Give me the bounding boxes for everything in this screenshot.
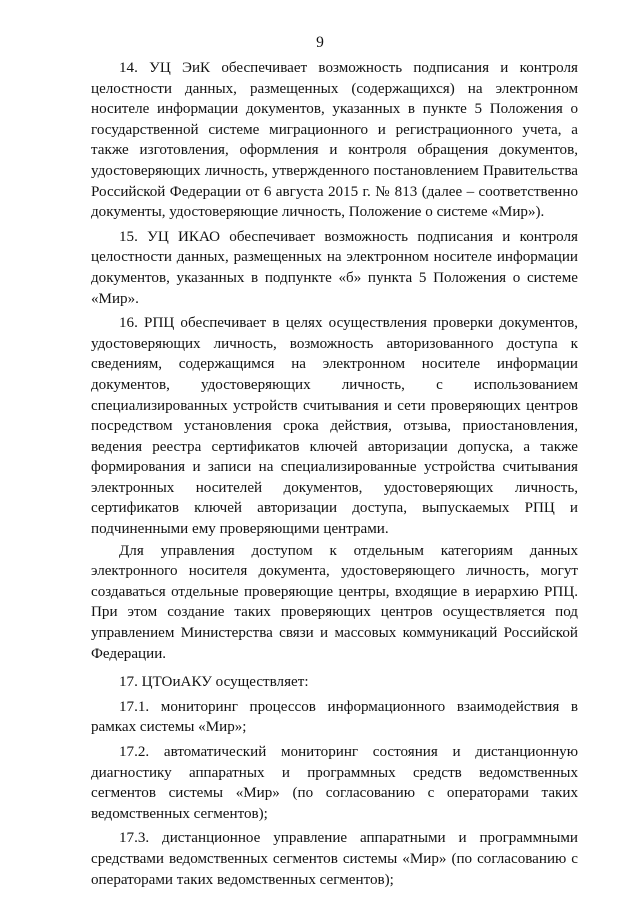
page-number: 9 (316, 34, 324, 51)
paragraph-16: 16. РПЦ обеспечивает в целях осуществления проверки документов, удостоверяющих личность, возможность авторизованного доступа к сведениям, содержащимся на электронном носителе информации документов, удостоверяющих личность, с использованием специализированных устройств считывания и сети проверяющих центров посредством установления срока действия, отзыва, приостановления, ведения реестра сертификатов ключей авторизации допуска, а также формирования и записи на специализированные устройства считывания электронных носителей документов, удостоверяющих личность, сертификатов ключей авторизации доступа, выпускаемых РПЦ и подчиненными ему проверяющими центрами. (91, 315, 578, 538)
paragraph-15: 15. УЦ ИКАО обеспечивает возможность подписания и контроля целостности данных, размещенных на электронном носителе информации документов, указанных в подпункте «б» пункта 5 Положения о системе «Мир». (91, 228, 578, 307)
paragraph-17-3: 17.3. дистанционное управление аппаратными и программными средствами ведомственных сегментов системы «Мир» (по согласованию с операторами таких ведомственных сегментов); (91, 830, 578, 888)
paragraph-16-continuation: Для управления доступом к отдельным категориям данных электронного носителя документа, удостоверяющего личность, могут создаваться отдельные проверяющие центры, входящие в иерархию РПЦ. При этом создание таких проверяющих центров осуществляется под управлением Министерства связи и массовых коммуникаций Российской Федерации. (91, 542, 578, 662)
paragraph-14: 14. УЦ ЭиК обеспечивает возможность подписания и контроля целостности данных, размещенных (содержащихся) на электронном носителе информации документов, указанных в пункте 5 Положения о государственной системе миграционного и регистрационного учета, а также изготовления, оформления и контроля обращения документов, удостоверяющих личность, утвержденного постановлением Правительства Российской Федерации от 6 августа 2015 г. № 813 (далее – соответственно документы, удостоверяющие личность, Положение о системе «Мир»). (91, 60, 578, 221)
document-body (91, 58, 578, 894)
paragraph-17: 17. ЦТОиАКУ осуществляет: (119, 674, 309, 691)
paragraph-17-2: 17.2. автоматический мониторинг состояния и дистанционную диагностику аппаратных и программных средств ведомственных сегментов системы «Мир» (по согласованию с операторами таких ведомственных сегментов); (91, 744, 578, 822)
paragraph-17-1: 17.1. мониторинг процессов информационного взаимодействия в рамках системы «Мир»; (91, 698, 578, 736)
